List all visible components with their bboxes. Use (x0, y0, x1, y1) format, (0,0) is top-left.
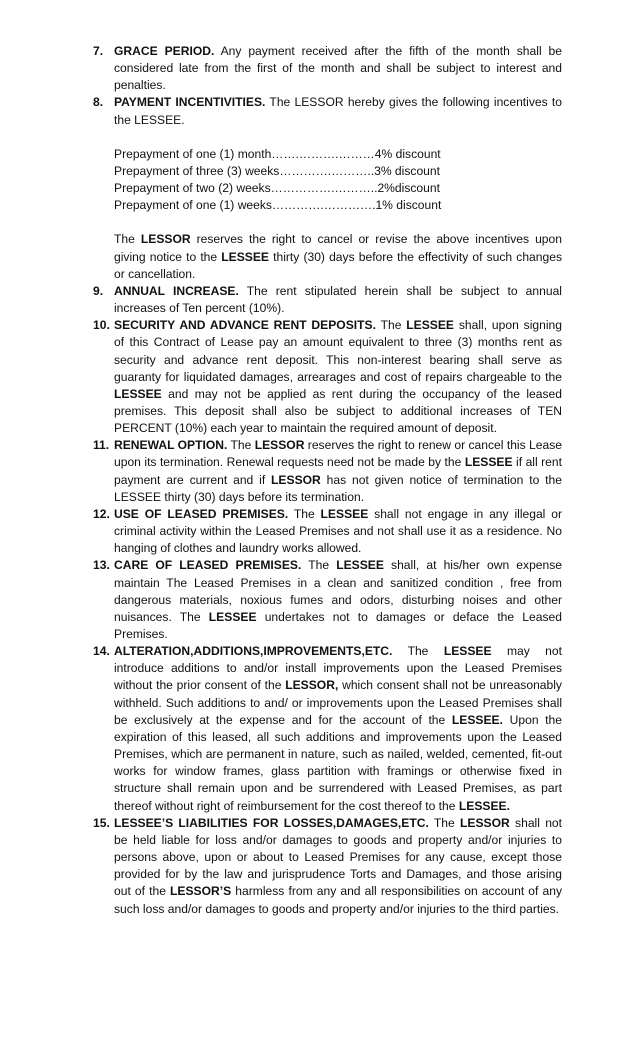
clause-text: The (375, 318, 407, 333)
clause-body (114, 437, 562, 506)
clause-grace-period (93, 43, 562, 94)
clause-title: GRACE PERIOD. (114, 44, 215, 58)
party-name: LESSEE (114, 386, 162, 401)
clause-use-of-premises (93, 506, 562, 557)
clause-number: 9. (93, 283, 104, 298)
clause-text: The (288, 506, 321, 521)
clause-security-deposits (93, 317, 562, 437)
spacer (114, 129, 562, 146)
clause-annual-increase (93, 283, 562, 317)
clause-alterations (93, 643, 562, 815)
clause-text: may not introduce additions to and/or install improvements upon the Leased Premises without the prior consent of the (114, 644, 562, 693)
clause-text: reserves the right to renew or cancel this Lease upon its termination. Renewal requests need not be made by the (114, 438, 562, 470)
party-name: LESSOR (254, 438, 305, 453)
clause-text: shall not be held liable for loss and/or damages to goods and property and/or injuries to persons above, upon or about to Leased Premises for any cause, except those provided for by the law and jurisprudence Torts and Damages, and those arising out of the (114, 815, 563, 899)
clause-list (93, 43, 562, 918)
note-text: thirty (30) days before the effectivity of such changes or cancellation. (114, 249, 562, 281)
party-name: LESSOR, (285, 678, 339, 693)
incentive-line: Prepayment of one (1) weeks………….………….1% discount (114, 198, 442, 213)
clause-body (114, 815, 562, 918)
clause-text: The (301, 558, 337, 573)
incentive-line: Prepayment of three (3) weeks………….………..3% discount (114, 163, 440, 178)
clause-body (114, 43, 562, 94)
clause-title: RENEWAL OPTION. (114, 438, 228, 453)
clause-body (114, 283, 562, 317)
incentive-list (114, 146, 562, 215)
clause-number: 12. (93, 506, 110, 521)
clause-body (114, 317, 562, 437)
spacer (114, 214, 562, 231)
clause-body (114, 557, 562, 643)
clause-text: has not given notice of termination to the LESSEE thirty (30) days before its termination. (114, 472, 562, 504)
party-name: LESSEE. (458, 798, 510, 813)
clause-number: 8. (93, 95, 104, 110)
party-name: LESSEE. (451, 712, 503, 727)
clause-number: 11. (93, 438, 110, 453)
party-name: LESSOR (460, 815, 510, 830)
clause-text: The rent stipulated herein shall be subject to annual increases of Ten percent (10%). (114, 283, 562, 316)
incentive-line: Prepayment of two (2) weeks…………….………..2%discount (114, 181, 440, 196)
clause-number: 10. (93, 318, 110, 333)
clause-text: and may not be applied as rent during the occupancy of the leased premises. This deposit shall also be subject to additional increases of TEN PERCENT (10%) each year to maintain the required amount of deposit. (114, 386, 562, 436)
party-name: LESSOR’S (170, 884, 232, 899)
clause-text: The (392, 644, 444, 659)
clause-care-of-premises (93, 557, 562, 643)
clause-text: The (227, 438, 255, 453)
party-name: LESSEE (406, 318, 454, 333)
clause-title: USE OF LEASED PREMISES. (114, 506, 289, 521)
clause-text: The (428, 815, 461, 830)
party-name: LESSEE (464, 455, 513, 470)
clause-title: ALTERATION,ADDITIONS,IMPROVEMENTS,ETC. (114, 644, 393, 659)
clause-text: harmless from any and all responsibilities on account of any such loss and/or damages to goods and property and/or injuries to the third parties. (114, 884, 562, 916)
clause-body (114, 94, 562, 128)
party-name: LESSEE (320, 506, 369, 521)
clause-text: if all rent payment are current and if (114, 455, 562, 487)
incentive-note (114, 231, 562, 282)
party-name: LESSEE (208, 609, 257, 624)
clause-title: ANNUAL INCREASE. (114, 283, 239, 298)
party-name: LESSOR (271, 472, 321, 487)
party-name: LESSEE (221, 249, 269, 264)
clause-title: CARE OF LEASED PREMISES. (114, 558, 302, 573)
clause-text: shall, at his/her own expense maintain The Leased Premises in a clean and sanitized condition , free from dangerous materials, noxious fumes and odors, disturbing noises and other nuisances. The (114, 558, 563, 624)
clause-payment-incentives (93, 94, 562, 282)
clause-number: 13. (93, 558, 110, 573)
note-text: The (114, 232, 141, 247)
party-name: LESSEE (336, 558, 384, 573)
clause-number: 15. (93, 815, 110, 830)
clause-title: LESSEE’S LIABILITIES FOR LOSSES,DAMAGES,ETC. (114, 815, 429, 830)
clause-text: Upon the expiration of this leased, all such additions and improvements upon the Leased Premises, which are permanent in nature, such as nailed, welded, cemented, fit-out works for window frames, glass partition with framings or otherwise fixed in structure shall remain upon and be surrendered with Leased Premises, as part thereof without right of reimbursement for the cost thereof to the (114, 712, 562, 813)
party-name: LESSEE (443, 644, 492, 659)
clause-text: shall not engage in any illegal or criminal activity within the Leased Premises and not shall use it as a residence. No hanging of clothes and laundry works allowed. (114, 506, 562, 556)
clause-text: shall, upon signing of this Contract of Lease pay an amount equivalent to three (3) months rent as security and advance rent deposit. This non-interest bearing shall serve as guaranty for liquidated damages, arrearages and cost of repairs chargeable to the (114, 318, 562, 384)
clause-body (114, 506, 562, 557)
incentive-line: Prepayment of one (1) month…….……….………4% discount (114, 146, 441, 161)
clause-body (114, 643, 562, 815)
clause-number: 14. (93, 644, 110, 659)
note-text: reserves the right to cancel or revise the above incentives upon giving notice to the (114, 232, 562, 264)
clause-renewal-option (93, 437, 562, 506)
clause-text: undertakes not to damages or deface the Leased Premises. (114, 609, 562, 641)
clause-text: which consent shall not be unreasonably withheld. Such additions to and/ or improvements upon the Leased Premises shall be exclusively at the expense and for the account of the (114, 678, 562, 727)
clause-number: 7. (93, 44, 104, 58)
clause-text: The LESSOR hereby gives the following incentives to the LESSEE. (114, 95, 562, 127)
clause-title: PAYMENT INCENTIVITIES. (114, 95, 266, 110)
clause-title: SECURITY AND ADVANCE RENT DEPOSITS. (114, 318, 376, 333)
party-name: LESSOR (140, 232, 191, 247)
clause-text: Any payment received after the fifth of the month shall be considered late from the first of the month and shall be subject to interest and penalties. (114, 44, 562, 93)
clause-lessee-liabilities (93, 815, 562, 918)
